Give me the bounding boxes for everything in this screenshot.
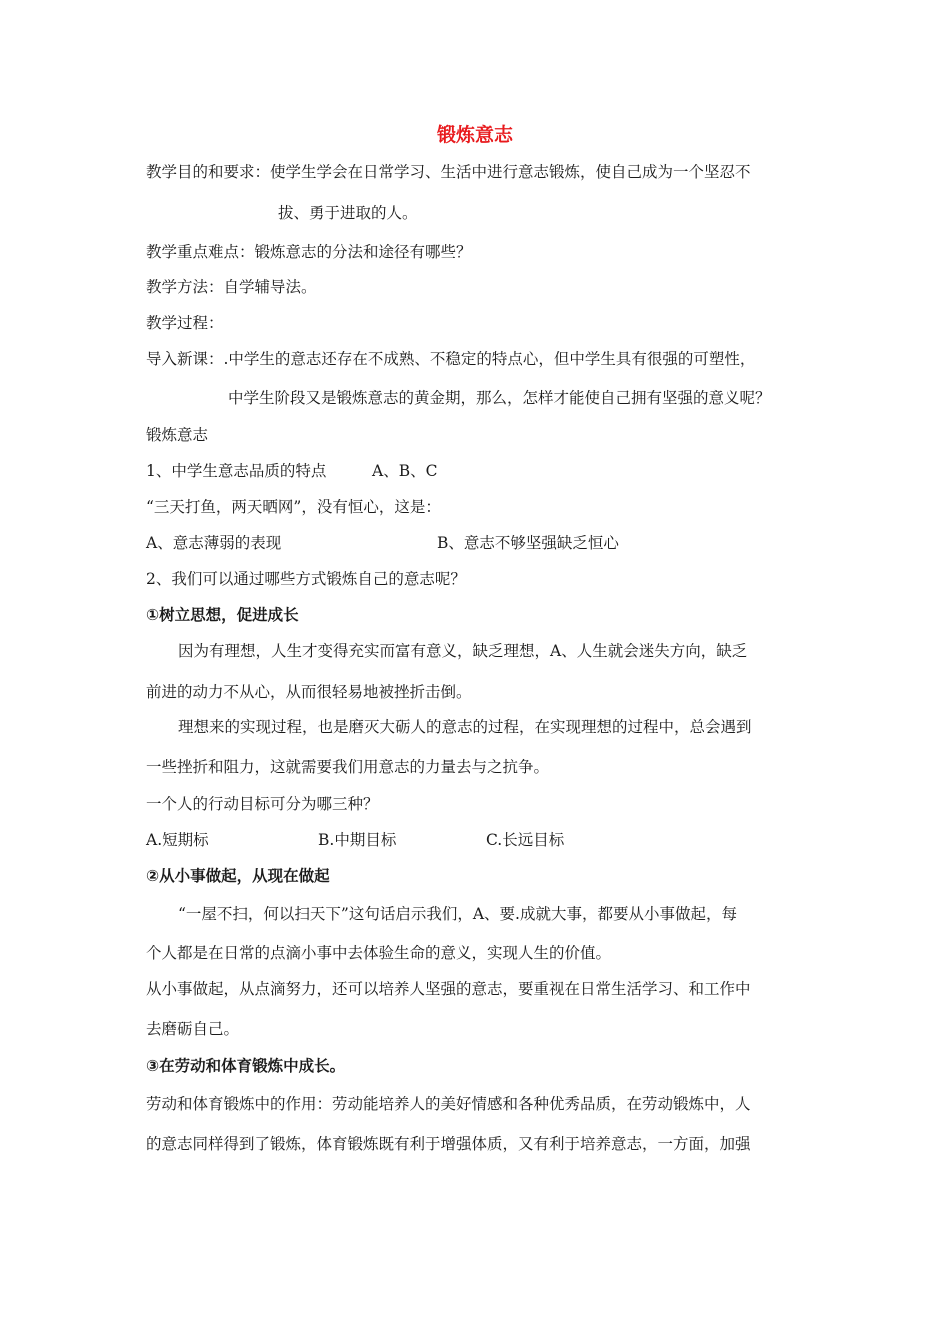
goal-b: B.中期目标 (318, 831, 397, 849)
teaching-method: 教学方法：自学辅导法。 (146, 278, 317, 296)
paragraph-2-line-2: 一些挫折和阻力，这就需要我们用意志的力量去与之抗争。 (146, 758, 550, 776)
paragraph-1-line-2: 前进的动力不从心，从而很轻易地被挫折击倒。 (146, 683, 472, 701)
key-points: 教学重点难点：锻炼意志的分法和途径有哪些？ (146, 243, 472, 261)
paragraph-1-line-1: 因为有理想，人生才变得充实而富有意义，缺乏理想，A、人生就会迷失方向，缺乏 (178, 642, 748, 660)
document-title: 锻炼意志 (436, 124, 513, 146)
paragraph-3-line-1: “一屋不扫，何以扫天下”这句话启示我们，A、要.成就大事，都要从小事做起，每 (178, 905, 737, 923)
intro-line-1: 导入新课：.中学生的意志还存在不成熟、不稳定的特点心，但中学生具有很强的可塑性， (146, 350, 756, 368)
paragraph-4-line-1: 从小事做起，从点滴努力，还可以培养人坚强的意志，要重视在日常生活学习、和工作中 (146, 980, 751, 998)
objective-text-2: 拔、勇于进取的人。 (278, 204, 418, 222)
subsection-2-heading: ②从小事做起，从现在做起 (146, 867, 330, 885)
subsection-3-heading: ③在劳动和体育锻炼中成长。 (146, 1057, 346, 1075)
answer-a: A、意志薄弱的表现 (146, 534, 282, 552)
question-1-options: A、B、C (372, 462, 438, 480)
goal-c: C.长远目标 (486, 831, 565, 849)
paragraph-4-line-2: 去磨砺自己。 (146, 1020, 240, 1038)
goals-question: 一个人的行动目标可分为哪三种？ (146, 795, 379, 813)
subsection-1-heading: ①树立思想，促进成长 (146, 606, 299, 624)
paragraph-5-line-1: 劳动和体育锻炼中的作用：劳动能培养人的美好情感和各种优秀品质，在劳动锻炼中，人 (146, 1095, 751, 1113)
section-heading: 锻炼意志 (146, 426, 209, 444)
question-1: 1、中学生意志品质的特点 (146, 462, 327, 480)
paragraph-2-line-1: 理想来的实现过程，也是磨灭大砺人的意志的过程，在实现理想的过程中，总会遇到 (178, 718, 752, 736)
intro-line-2: 中学生阶段又是锻炼意志的黄金期，那么，怎样才能使自己拥有坚强的意义呢？ (228, 389, 771, 407)
answer-b: B、意志不够坚强缺乏恒心 (437, 534, 619, 552)
objective-line (146, 161, 751, 183)
quote-1: “三天打鱼，两天晒网”，没有恒心，这是： (146, 498, 441, 516)
objective-text-1: 使学生学会在日常学习、生活中进行意志锻炼，使自己成为一个坚忍不 (270, 163, 751, 181)
question-2: 2、我们可以通过哪些方式锻炼自己的意志呢？ (146, 570, 466, 588)
paragraph-3-line-2: 个人都是在日常的点滴小事中去体验生命的意义，实现人生的价值。 (146, 944, 612, 962)
paragraph-5-line-2: 的意志同样得到了锻炼，体育锻炼既有利于增强体质，又有利于培养意志，一方面，加强 (146, 1135, 751, 1153)
objective-label: 教学目的和要求： (146, 163, 271, 181)
teaching-process: 教学过程： (146, 314, 224, 332)
goal-a: A.短期标 (146, 831, 209, 849)
